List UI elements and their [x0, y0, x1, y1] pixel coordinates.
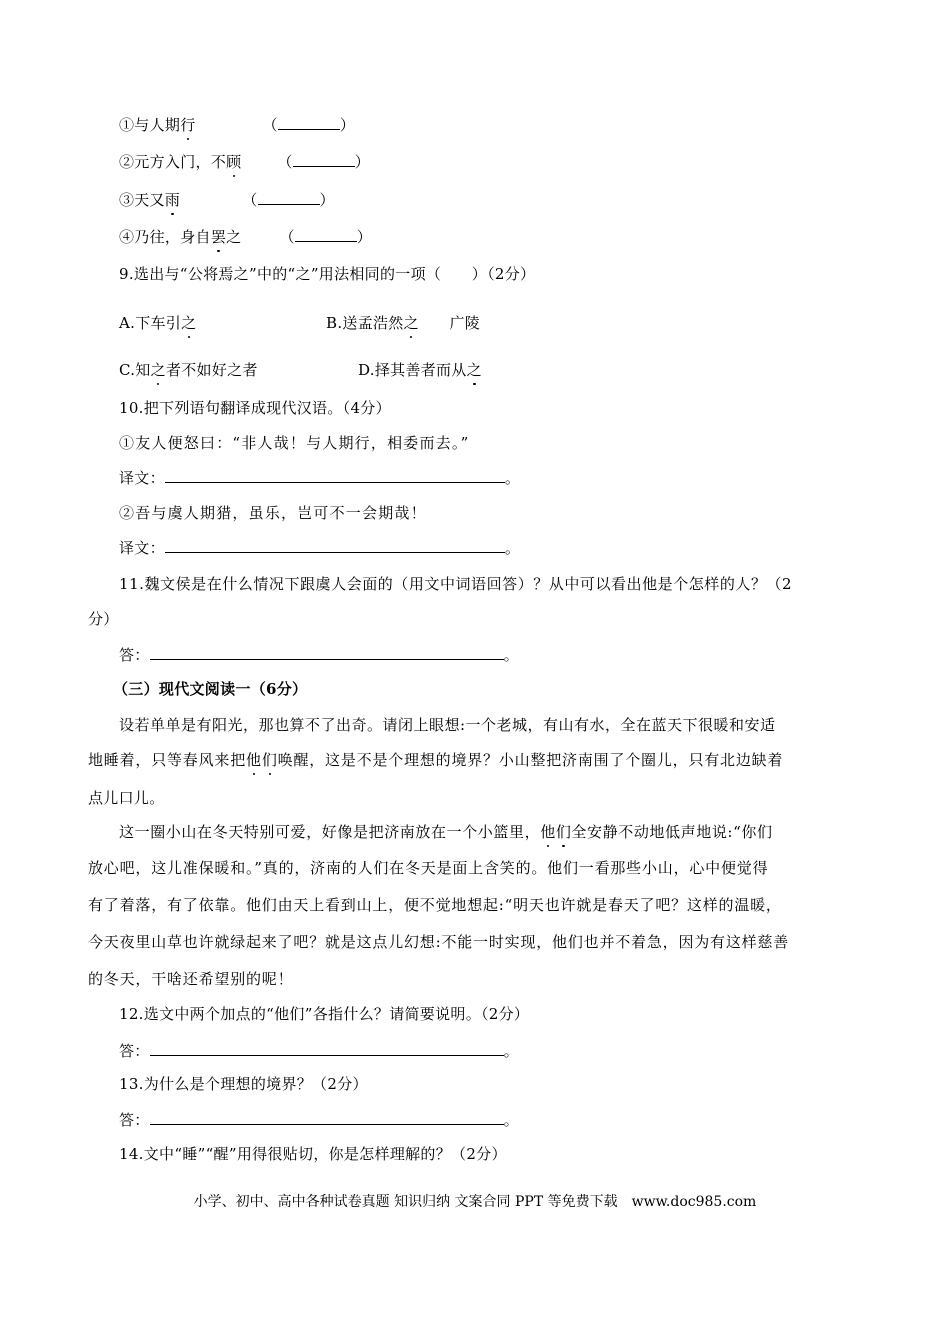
paren-open: （ [279, 228, 295, 246]
q13-answer [119, 1110, 519, 1130]
answer-blank[interactable] [150, 1041, 504, 1056]
option-d-text: D.择其善者而从 [358, 361, 467, 379]
translation-blank-1[interactable] [165, 468, 505, 483]
text-segment: 这一圈小山在冬天特别可爱，好像是把济南放在一个小篮里， [119, 823, 541, 841]
q8-item-2-dotted: 顾 [226, 153, 242, 171]
option-b-dotted: 之 [403, 314, 419, 332]
q8-item-2 [119, 152, 370, 172]
passage-p2-line-5: 的冬天，干啥还希望别的呢！ [88, 970, 294, 988]
q9-option-d[interactable] [358, 360, 482, 380]
q10-sentence-2: ②吾与虞人期猎，虽乐，岂可不一会期哉！ [119, 504, 427, 522]
option-c-text-end: 者不如好之者 [165, 361, 258, 379]
option-c-text: C.知 [119, 361, 151, 379]
dotted-char: 他 [540, 823, 556, 841]
q12-question: 12.选文中两个加点的“他们”各指什么？请简要说明。（2分） [119, 1005, 530, 1023]
paren-open: （ [242, 191, 258, 209]
translation-label: 译文： [119, 469, 165, 487]
q8-item-4-dotted: 罢 [210, 228, 227, 246]
q12-answer [119, 1041, 519, 1061]
dotted-char: 他 [246, 751, 262, 769]
page-footer: 小学、初中、高中各种试卷真题 知识归纳 文案合同 PPT 等免费下载 www.doc985.com [193, 1194, 757, 1210]
q9-question: 9.选出与“公将焉之”中的“之”用法相同的一项（ ）（2分） [119, 265, 536, 283]
passage-p1-line-1: 设若单单是有阳光，那也算不了出奇。请闭上眼想:一个老城，有山有水，全在蓝天下很暖和安适 [119, 716, 776, 734]
option-c-dotted: 之 [150, 361, 166, 379]
q10-question: 10.把下列语句翻译成现代汉语。（4分） [119, 399, 391, 417]
translation-blank-2[interactable] [165, 538, 505, 553]
q8-item-4-text-end: 之 [226, 228, 242, 246]
period: 。 [504, 539, 521, 557]
paren-close: ） [319, 191, 335, 209]
passage-p2-line-2: 放心吧，这儿准保暖和。”真的，济南的人们在冬天是面上含笑的。他们一看那些小山，心中便觉得 [88, 859, 769, 877]
q8-item-2-text: ②元方入门，不 [119, 153, 227, 171]
option-b-text-end: 广陵 [418, 314, 481, 332]
answer-blank[interactable] [258, 190, 320, 205]
answer-blank[interactable] [150, 645, 504, 660]
passage-p2-line-4: 今天夜里山草也许就绿起来了吧？就是这点儿幻想:不能一时实现，他们也并不着急，因为有这样慈善 [88, 933, 790, 951]
section-title: （三）现代文阅读一（6分） [113, 680, 308, 698]
q11-question-line-2: 分） [88, 610, 119, 628]
period: 。 [503, 646, 519, 664]
option-d-dotted: 之 [466, 361, 482, 379]
answer-blank[interactable] [278, 115, 340, 130]
q8-item-3-dotted: 雨 [164, 191, 181, 209]
q9-option-c[interactable] [119, 360, 258, 380]
answer-label: 答： [119, 646, 150, 664]
answer-blank[interactable] [293, 152, 355, 167]
q8-item-1-text: ①与人期 [119, 116, 181, 134]
text-segment: 地睡着，只等春风来把 [88, 751, 247, 769]
q8-item-4 [119, 227, 372, 247]
dotted-char: 们 [555, 823, 572, 841]
answer-blank[interactable] [295, 227, 357, 242]
text-segment: 唤醒，这是不是个理想的境界？小山整把济南围了个圈儿，只有北边缺着 [277, 751, 784, 769]
q8-item-1-dotted: 行 [180, 116, 196, 134]
passage-p1-line-2 [88, 750, 783, 770]
paren-close: ） [356, 228, 373, 246]
passage-p2-line-3: 有了着落，有了依靠。他们由天上看到山上，便不觉地想起:“明天也许就是春天了吧？这样的温暖， [88, 896, 782, 914]
passage-p1-line-3: 点儿口儿。 [88, 789, 165, 807]
q9-option-a[interactable] [119, 313, 196, 333]
paren-open: （ [277, 153, 293, 171]
q13-question: 13.为什么是个理想的境界？（2分） [119, 1075, 368, 1093]
dotted-char: 们 [261, 751, 278, 769]
answer-label: 答： [119, 1111, 150, 1129]
q8-item-4-text: ④乃往，身自 [119, 228, 211, 246]
option-a-text: A.下车引 [119, 314, 182, 332]
answer-blank[interactable] [150, 1110, 504, 1125]
q10-answer-2 [119, 538, 520, 558]
q8-item-3 [119, 190, 335, 210]
q8-item-3-text: ③天又 [119, 191, 165, 209]
q14-question: 14.文中“睡”“醒”用得很贴切，你是怎样理解的？（2分） [119, 1145, 507, 1163]
paren-close: ） [354, 153, 371, 171]
paren-open: （ [262, 116, 278, 134]
text-segment: 全安静不动地低声地说:“你们 [571, 823, 773, 841]
q11-answer [119, 645, 519, 665]
period: 。 [504, 469, 521, 487]
q9-option-b[interactable] [326, 313, 480, 333]
answer-label: 答： [119, 1042, 150, 1060]
option-a-dotted: 之 [181, 314, 197, 332]
passage-p2-line-1 [119, 822, 773, 842]
q10-answer-1 [119, 468, 520, 488]
translation-label: 译文： [119, 539, 165, 557]
period: 。 [503, 1111, 519, 1129]
q8-item-1 [119, 115, 355, 135]
q11-question-line-1: 11.魏文侯是在什么情况下跟虞人会面的（用文中词语回答）？从中可以看出他是个怎样的人？（2 [119, 575, 793, 593]
q10-sentence-1: ①友人便怒曰：“非人哉！与人期行，相委而去。” [119, 434, 470, 452]
period: 。 [503, 1042, 519, 1060]
option-b-text: B.送孟浩然 [326, 314, 404, 332]
paren-close: ） [339, 116, 356, 134]
